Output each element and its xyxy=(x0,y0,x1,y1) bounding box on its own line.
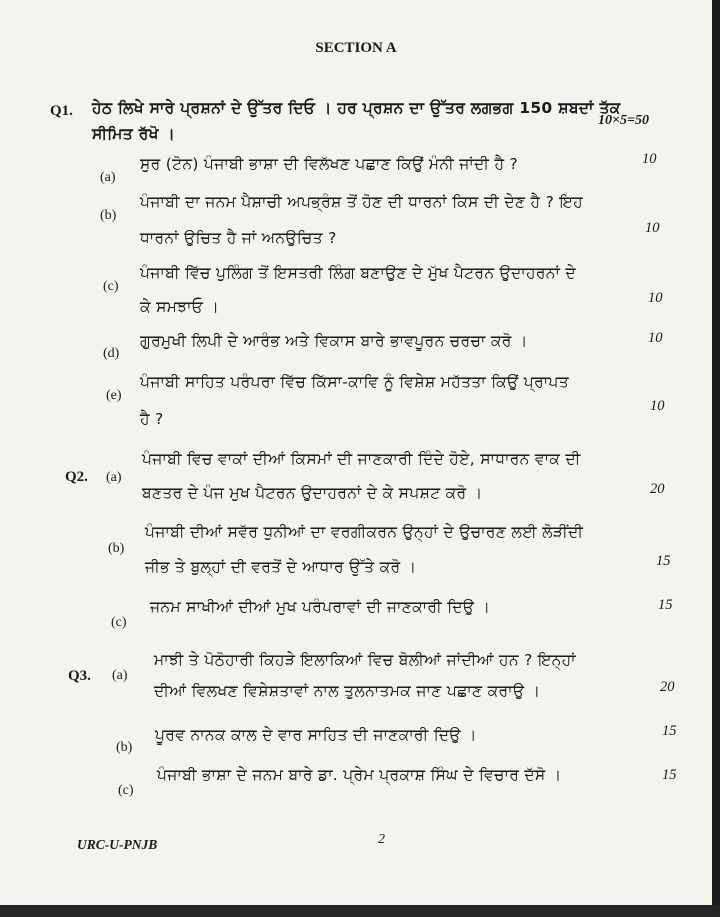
q2a-label: (a) xyxy=(106,470,122,485)
q3a-marks: 20 xyxy=(660,679,675,695)
q3a-text-line2: ਦੀਆਂ ਵਿਲਖਣ ਵਿਸ਼ੇਸ਼ਤਾਵਾਂ ਨਾਲ ਤੁਲਨਾਤਮਕ ਜਾਣ ਪਛਾਣ ਕਰਾਉ । xyxy=(154,682,541,700)
q1b-label: (b) xyxy=(100,208,117,223)
q1d-marks: 10 xyxy=(648,330,663,346)
q2a-text-line2: ਬਣਤਰ ਦੇ ਪੰਜ ਮੁਖ ਪੈਟਰਨ ਉਦਾਹਰਨਾਂ ਦੇ ਕੇ ਸਪਸ਼ਟ ਕਰੋ । xyxy=(142,484,483,502)
q2b-text-line1: ਪੰਜਾਬੀ ਦੀਆਂ ਸਵੱਰ ਧੁਨੀਆਂ ਦਾ ਵਰਗੀਕਰਨ ਉਨ੍ਹਾਂ ਦੇ ਉਚਾਰਣ ਲਈ ਲੋੜੀਂਦੀ xyxy=(145,523,584,541)
q1c-text-line2: ਕੇ ਸਮਝਾਓ । xyxy=(140,298,220,316)
q3b-label: (b) xyxy=(116,740,133,755)
q1a-label: (a) xyxy=(100,170,116,185)
question-1-instruction-line2: ਸੀਮਿਤ ਰੱਖੋ । xyxy=(92,125,176,143)
q1d-text: ਗੁਰਮੁਖੀ ਲਿਪੀ ਦੇ ਆਰੰਭ ਅਤੇ ਵਿਕਾਸ ਬਾਰੇ ਭਾਵਪੂਰਨ ਚਰਚਾ ਕਰੋ । xyxy=(140,332,528,350)
q1b-text-line1: ਪੰਜਾਬੀ ਦਾ ਜਨਮ ਪੈਸ਼ਾਚੀ ਅਪਭ੍ਰੰਸ਼ ਤੋਂ ਹੋਣ ਦੀ ਧਾਰਨਾਂ ਕਿਸ ਦੀ ਦੇਣ ਹੈ ? ਇਹ xyxy=(140,193,583,211)
q3b-text: ਪੂਰਵ ਨਾਨਕ ਕਾਲ ਦੇ ਵਾਰ ਸਾਹਿਤ ਦੀ ਜਾਣਕਾਰੀ ਦਿਉ । xyxy=(155,726,477,744)
q1b-marks: 10 xyxy=(645,220,660,236)
q1a-marks: 10 xyxy=(642,151,657,167)
page-number: 2 xyxy=(378,832,385,847)
q1e-label: (e) xyxy=(106,388,122,403)
scan-edge-right xyxy=(712,0,720,917)
q1e-marks: 10 xyxy=(650,398,665,414)
question-2-number: Q2. xyxy=(65,469,88,485)
q1c-marks: 10 xyxy=(648,290,663,306)
q2c-text: ਜਨਮ ਸਾਖੀਆਂ ਦੀਆਂ ਮੁਖ ਪਰੰਪਰਾਵਾਂ ਦੀ ਜਾਣਕਾਰੀ ਦਿਉ । xyxy=(150,598,491,616)
q1d-label: (d) xyxy=(103,346,120,361)
q2c-label: (c) xyxy=(111,615,127,630)
q3c-marks: 15 xyxy=(662,767,677,783)
q2b-text-line2: ਜੀਭ ਤੇ ਬੁਲ੍ਹਾਂ ਦੀ ਵਰਤੋਂ ਦੇ ਆਧਾਰ ਉੱਤੇ ਕਰੋ । xyxy=(145,558,417,576)
q2c-marks: 15 xyxy=(658,597,673,613)
q1a-text: ਸੁਰ (ਟੋਨ) ਪੰਜਾਬੀ ਭਾਸ਼ਾ ਦੀ ਵਿਲੱਖਣ ਪਛਾਣ ਕਿਉਂ ਮੰਨੀ ਜਾਂਦੀ ਹੈ ? xyxy=(140,155,519,173)
q1e-text-line2: ਹੈ ? xyxy=(140,410,164,428)
q1e-text-line1: ਪੰਜਾਬੀ ਸਾਹਿਤ ਪਰੰਪਰਾ ਵਿੱਚ ਕਿੱਸਾ-ਕਾਵਿ ਨੂੰ ਵਿਸ਼ੇਸ਼ ਮਹੱਤਤਾ ਕਿਉਂ ਪ੍ਰਾਪਤ xyxy=(140,373,569,391)
section-title: SECTION A xyxy=(315,40,397,56)
q2a-marks: 20 xyxy=(650,481,665,497)
q3a-text-line1: ਮਾਝੀ ਤੇ ਪੋਠੋਹਾਰੀ ਕਿਹੜੇ ਇਲਾਕਿਆਂ ਵਿਚ ਬੋਲੀਆਂ ਜਾਂਦੀਆਂ ਹਨ ? ਇਨ੍ਹਾਂ xyxy=(154,651,576,669)
q1c-text-line1: ਪੰਜਾਬੀ ਵਿੱਚ ਪੁਲਿੰਗ ਤੋਂ ਇਸਤਰੀ ਲਿੰਗ ਬਣਾਉਣ ਦੇ ਮੁੱਖ ਪੈਟਰਨ ਉਦਾਹਰਨਾਂ ਦੇ xyxy=(140,264,576,282)
question-1-number: Q1. xyxy=(50,103,73,119)
question-1-total-marks: 10×5=50 xyxy=(598,113,649,128)
q1b-text-line2: ਧਾਰਨਾਂ ਉਚਿਤ ਹੈ ਜਾਂ ਅਨਉਚਿਤ ? xyxy=(140,229,337,247)
q3a-label: (a) xyxy=(112,668,128,683)
paper-code: URC-U-PNJB xyxy=(77,837,158,852)
q3c-label: (c) xyxy=(118,783,134,798)
question-3-number: Q3. xyxy=(68,668,91,684)
scan-edge-bottom xyxy=(0,905,720,917)
q2b-label: (b) xyxy=(108,541,125,556)
q3b-marks: 15 xyxy=(662,723,677,739)
q3c-text: ਪੰਜਾਬੀ ਭਾਸ਼ਾ ਦੇ ਜਨਮ ਬਾਰੇ ਡਾ. ਪ੍ਰੇਮ ਪ੍ਰਕਾਸ਼ ਸਿੰਘ ਦੇ ਵਿਚਾਰ ਦੱਸੋ । xyxy=(157,766,562,784)
question-1-instruction-line1: ਹੇਠ ਲਿਖੇ ਸਾਰੇ ਪ੍ਰਸ਼ਨਾਂ ਦੇ ਉੱਤਰ ਦਿਓ । ਹਰ ਪ੍ਰਸ਼ਨ ਦਾ ਉੱਤਰ ਲਗਭਗ 150 ਸ਼ਬਦਾਂ ਤੱਕ xyxy=(92,99,621,117)
q2b-marks: 15 xyxy=(656,553,671,569)
q2a-text-line1: ਪੰਜਾਬੀ ਵਿਚ ਵਾਕਾਂ ਦੀਆਂ ਕਿਸਮਾਂ ਦੀ ਜਾਣਕਾਰੀ ਦਿੰਦੇ ਹੋਏ, ਸਾਧਾਰਨ ਵਾਕ ਦੀ xyxy=(142,450,581,468)
q1c-label: (c) xyxy=(103,279,119,294)
